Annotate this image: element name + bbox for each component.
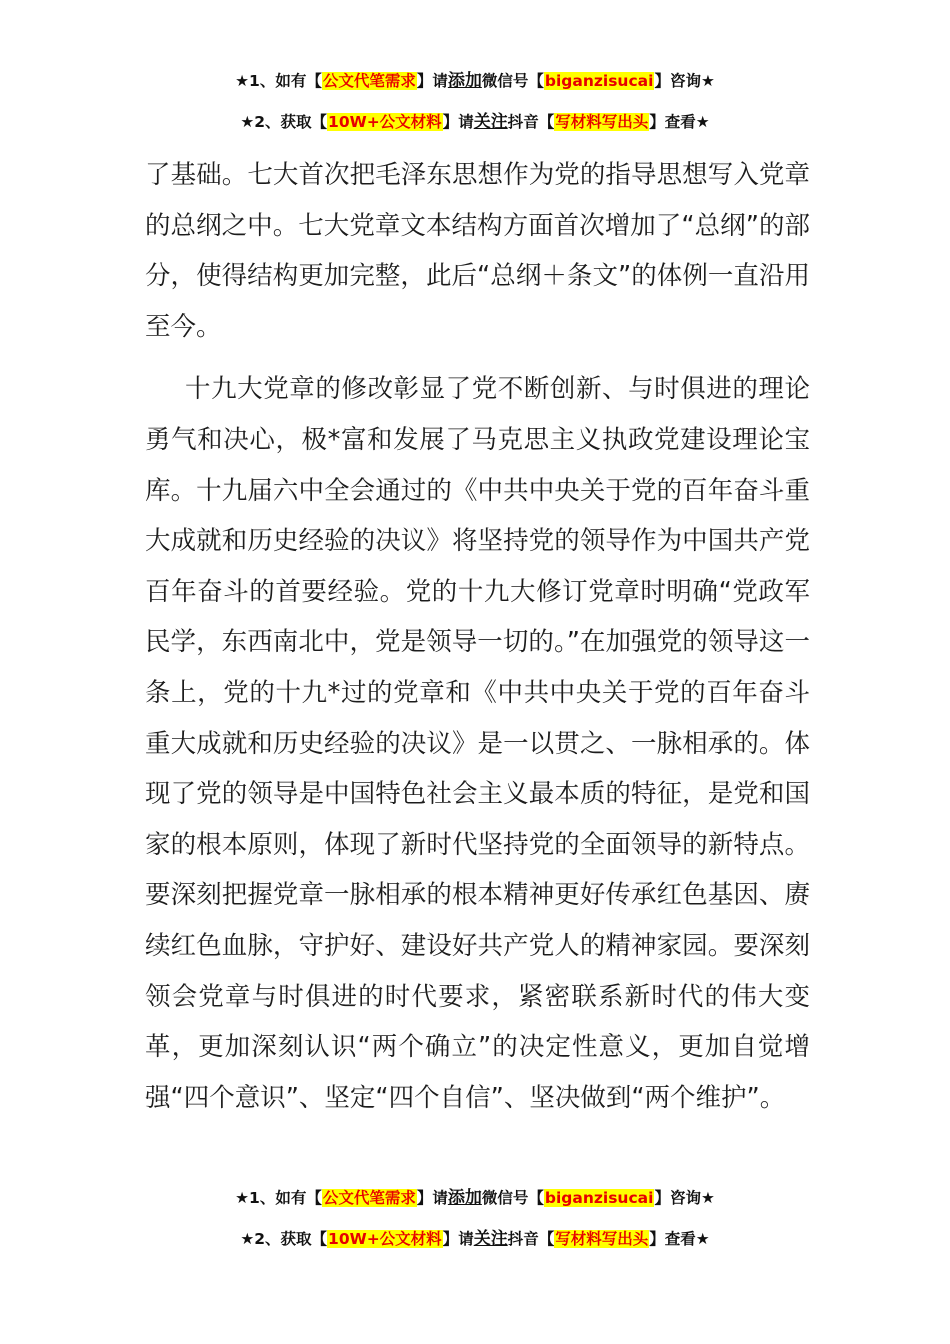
- banner-text: ★2、获取【: [240, 1230, 328, 1248]
- bottom-banner-line-2: [0, 1228, 950, 1250]
- document-body: [145, 150, 810, 1123]
- paragraph-2: 十九大党章的修改彰显了党不断创新、与时俱进的理论勇气和决心，极*富和发展了马克思主义执政党建设理论宝库。十九届六中全会通过的《中共中央关于党的百年奋斗重大成就和历史经验的决议》将坚持党的领导作为中国共产党百年奋斗的首要经验。党的十九大修订党章时明确“党政军民学，东西南北中，党是领导一切的。”在加强党的领导这一条上，党的十九*过的党章和《中共中央关于党的百年奋斗重大成就和历史经验的决议》是一以贯之、一脉相承的。体现了党的领导是中国特色社会主义最本质的特征，是党和国家的根本原则，体现了新时代坚持党的全面领导的新特点。要深刻把握党章一脉相承的根本精神更好传承红色基因、赓续红色血脉，守护好、建设好共产党人的精神家园。要深刻领会党章与时俱进的时代要求，紧密联系新时代的伟大变革，更加深刻认识“两个确立”的决定性意义，更加自觉增强“四个意识”、坚定“四个自信”、坚决做到“两个维护”。: [145, 374, 810, 1113]
- banner-text: 】查看★: [649, 113, 710, 131]
- banner-text: 微信号【: [481, 72, 544, 90]
- highlight-douyin-account: 写材料写出头: [555, 113, 649, 131]
- banner-text: 抖音【: [507, 113, 555, 131]
- highlight-materials: 10W+公文材料: [328, 113, 442, 131]
- emphasis-add: 添加: [447, 1188, 482, 1208]
- banner-text: 】咨询★: [654, 1189, 715, 1207]
- top-banner-line-2: [0, 111, 950, 133]
- banner-text: 】请: [442, 113, 474, 131]
- emphasis-follow: 关注: [473, 112, 508, 132]
- highlight-wechat-id: biganzisucai: [544, 72, 654, 90]
- highlight-wechat-id: biganzisucai: [544, 1189, 654, 1207]
- banner-text: 微信号【: [481, 1189, 544, 1207]
- emphasis-add: 添加: [447, 71, 482, 91]
- banner-text: 】请: [416, 72, 448, 90]
- highlight-materials: 10W+公文材料: [328, 1230, 442, 1248]
- banner-text: 】咨询★: [654, 72, 715, 90]
- highlight-douyin-account: 写材料写出头: [555, 1230, 649, 1248]
- banner-text: 】请: [416, 1189, 448, 1207]
- highlight-service: 公文代笔需求: [322, 72, 416, 90]
- banner-text: ★2、获取【: [240, 113, 328, 131]
- banner-text: 抖音【: [507, 1230, 555, 1248]
- banner-text: 】查看★: [649, 1230, 710, 1248]
- bottom-banner-line-1: [0, 1187, 950, 1209]
- emphasis-follow: 关注: [473, 1229, 508, 1249]
- paragraph-1: 了基础。七大首次把毛泽东思想作为党的指导思想写入党章的总纲之中。七大党章文本结构方面首次增加了“总纲”的部分，使得结构更加完整，此后“总纲＋条文”的体例一直沿用至今。: [145, 160, 810, 342]
- banner-text: ★1、如有【: [235, 1189, 322, 1207]
- highlight-service: 公文代笔需求: [322, 1189, 416, 1207]
- top-banner-line-1: [0, 70, 950, 92]
- banner-text: 】请: [442, 1230, 474, 1248]
- banner-text: ★1、如有【: [235, 72, 322, 90]
